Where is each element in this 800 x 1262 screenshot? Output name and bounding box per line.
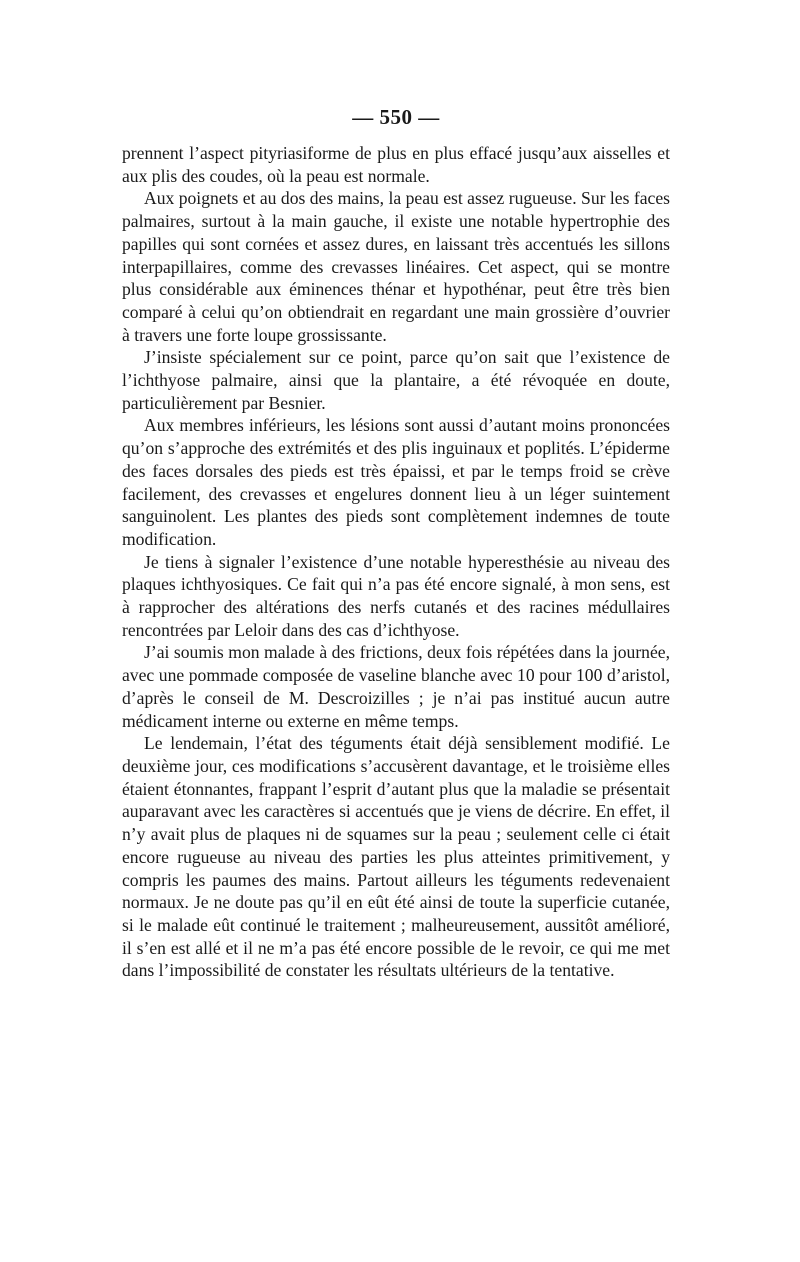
paragraph-3: J’insiste spécialement sur ce point, parce qu’on sait que l’existence de l’ichthyose palmaire, ainsi que la plantaire, a été révoquée en doute, particulièrement par Besnier.	[122, 347, 670, 413]
paragraph-4: Aux membres inférieurs, les lésions sont aussi d’autant moins prononcées qu’on s’approche des extrémités et des plis inguinaux et poplités. L’épiderme des faces dorsales des pieds est très épaissi, et par le temps froid se crève facilement, des crevasses et engelures donnent lieu à un léger suintement sanguinolent. Les plantes des pieds sont complètement indemnes de toute modification.	[122, 415, 670, 549]
paragraph-5: Je tiens à signaler l’existence d’une notable hyperesthésie au niveau des plaques ichthyosiques. Ce fait qui n’a pas été encore signalé, à mon sens, est à rapprocher des altérations des nerfs cutanés et des racines médullaires rencontrées par Leloir dans des cas d’ichthyose.	[122, 551, 670, 640]
paragraph-6: J’ai soumis mon malade à des frictions, deux fois répétées dans la journée, avec une pommade composée de vaseline blanche avec 10 pour 100 d’aristol, d’après le conseil de M. Descroizilles ; je n’ai pas institué aucun autre médicament interne ou externe en même temps.	[122, 642, 670, 731]
book-page	[122, 100, 670, 982]
paragraph-7: Le lendemain, l’état des téguments était déjà sensiblement modifié. Le deuxième jour, ces modifications s’accusèrent davantage, et le troisième elles étaient étonnantes, frappant l’esprit d’autant plus que la maladie se présentait auparavant avec les caractères si accentués que je viens de décrire. En effet, il n’y avait plus de plaques ni de squames sur la peau ; seulement celle ci était encore rugueuse au niveau des parties les plus atteintes primitivement, y compris les paumes des mains. Partout ailleurs les téguments redevenaient normaux. Je ne doute pas qu’il en eût été ainsi de toute la superficie cutanée, si le malade eût continué le traitement ; malheureusement, aussitôt amélioré, il s’en est allé et il ne m’a pas été encore possible de le revoir, ce qui me met dans l’impossibilité de constater les résultats ultérieurs de la tentative.	[122, 733, 670, 981]
paragraph-1: prennent l’aspect pityriasiforme de plus en plus effacé jusqu’aux aisselles et aux plis des coudes, où la peau est normale.	[122, 143, 670, 186]
page-number: — 550 —	[352, 105, 440, 129]
paragraph-2: Aux poignets et au dos des mains, la peau est assez rugueuse. Sur les faces palmaires, surtout à la main gauche, il existe une notable hypertrophie des papilles qui sont cornées et assez dures, en laissant très accentués les sillons interpapillaires, comme des crevasses linéaires. Cet aspect, qui se montre plus considérable aux éminences thénar et hypothénar, peut être très bien comparé à celui qu’on obtiendrait en regardant une main grossière d’ouvrier à travers une forte loupe grossissante.	[122, 188, 670, 345]
